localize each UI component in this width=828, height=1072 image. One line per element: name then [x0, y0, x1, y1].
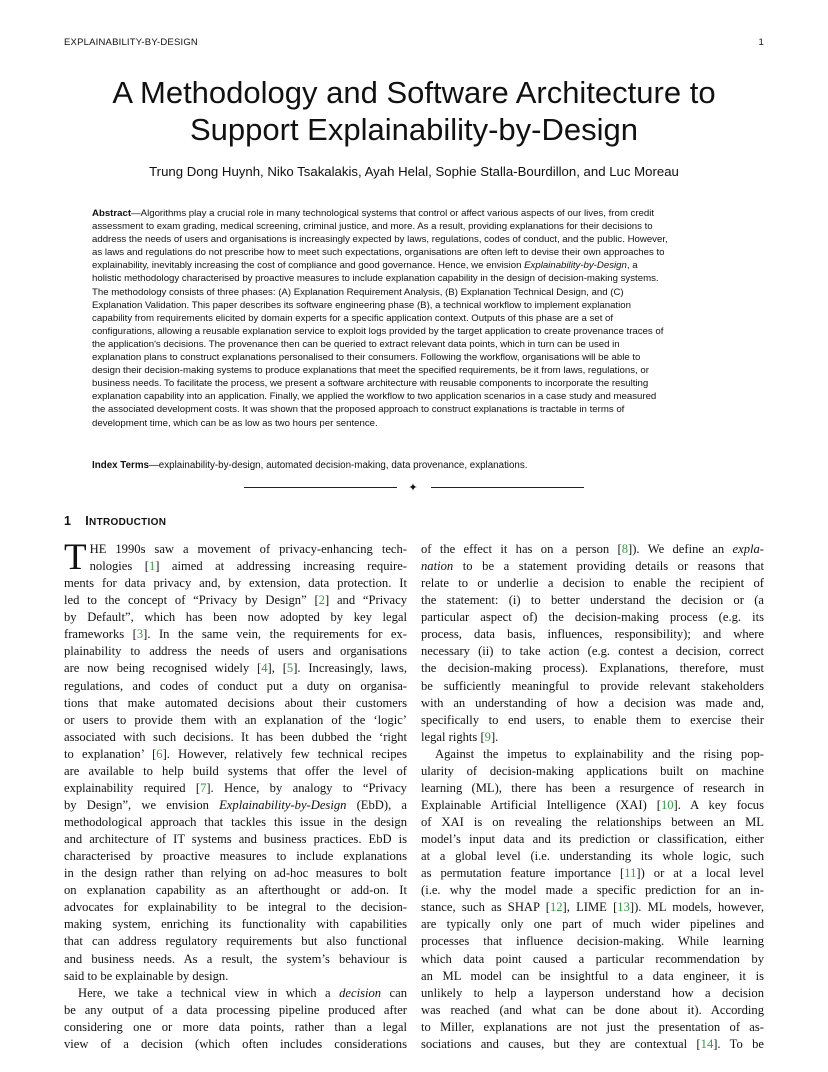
- abstract-line: Abstract—Algorithms play a crucial role in many technological systems that control or affect various aspects of our lives, from credit: [92, 208, 655, 219]
- section-divider: [244, 481, 584, 495]
- abstract-line: development time, which can be as low as two hours per sentence.: [92, 417, 378, 429]
- emphasis: Explainability-by-Design: [524, 260, 627, 272]
- body-column-left: [64, 537, 408, 1053]
- paragraph: Against the impetus to explainability and the rising pop- ularity of decision-making applications built on machine learning (ML), there has been a resurgence of research in Explainable Artificial Intelligence (XAI) [10]. A key focus of XAI is on revealing the relationships between an ML model’s input data and its prediction or classification, either at a global level (i.e. understanding its whole logic, such as permutation feature importance [11]) or at a local level (i.e. why the model made a specific prediction for an in- stance, such as SHAP [12], LIME [13]). ML models, however, are typically only one part of much wider pipelines and processes that influence decision-making. While learning which data point caused a particular recommendation by an ML model can be insightful to a data engineer, it is unlikely to help a layperson understand how a decision was reached (and what can be done about it). According to Miller, explanations are not just the presentation of as- sociations and causes, but they are contextual [14]. To be: [421, 746, 764, 1051]
- citation-link[interactable]: 7: [200, 780, 207, 795]
- page-number: 1: [758, 37, 764, 48]
- abstract: [92, 207, 738, 430]
- title-line-2: Support Explainability-by-Design: [189, 112, 638, 147]
- abstract-line: as laws and regulations do not prescribe how to meet such expectations, organisations are often left to devise their own approaches to: [92, 247, 665, 259]
- paper-title: [40, 74, 788, 148]
- divider-line-right: [431, 487, 584, 488]
- citation-link[interactable]: 2: [318, 593, 325, 608]
- diamond-ornament-icon: ✦: [408, 481, 418, 494]
- abstract-line: assessment to exam grading, medical screening, criminal justice, and more. As a result, providing explanations for their decisions to: [92, 221, 653, 233]
- citation-link[interactable]: 3: [136, 627, 144, 642]
- citation-link[interactable]: 10: [660, 797, 674, 812]
- abstract-line: address the needs of users and organisations is increasingly expected by laws, regulations, codes of conduct, and the public. However,: [92, 234, 668, 246]
- citation-link[interactable]: 14: [700, 1036, 714, 1051]
- divider-line-left: [244, 487, 397, 488]
- citation-link[interactable]: 13: [617, 900, 630, 915]
- abstract-line: business needs. To facilitate the process, we present a software architecture with reusable components to incorporate the resulting: [92, 378, 649, 390]
- paragraph: of the effect it has on a person [8]). We define an expla- nation to be a statement providing details or reasons that relate to or underlie a decision to enable the recipient of the statement: (i) to better understand the decision or (a particular aspect of) the decision-making process (e.g. its process, data basis, influences, responsibility); and where necessary (ii) to take action (e.g. contest a decision, correct the decision-making process). Explanations, therefore, must be sufficiently meaningful to provide relevant stakeholders with an understanding of how a decision was made and, specifically to end users, to enable them to exercise their legal rights [9].: [421, 542, 764, 744]
- abstract-line: The methodology consists of three phases: (A) Explanation Requirement Analysis, (B) Explanation Technical Design, and (C): [92, 286, 624, 298]
- section-number: 1: [64, 514, 72, 528]
- abstract-line: holistic methodology characterised by proactive measures to include explanation capability in the design of decision-making systems.: [92, 273, 659, 285]
- running-header-title: EXPLAINABILITY-BY-DESIGN: [64, 37, 198, 48]
- citation-link[interactable]: 1: [148, 559, 156, 574]
- abstract-line: the associated development costs. It was shown that the proposed approach to construct explanations is tractable in terms of: [92, 404, 625, 416]
- paragraph: Here, we take a technical view in which a decision can be any output of a data processing pipeline produced after considering one or more data points, rather than a legal view of a decision (which often includes considerations: [64, 985, 408, 1051]
- abstract-line: explainability, inevitably increasing the cost of compliance and good governance. Hence, we envision Explainability-by-Design, a: [92, 260, 638, 272]
- author-list: Trung Dong Huynh, Niko Tsakalakis, Ayah Helal, Sophie Stalla-Bourdillon, and Luc Moreau: [149, 164, 679, 179]
- index-terms-text: —explainability-by-design, automated decision-making, data provenance, explanations.: [149, 460, 528, 471]
- index-terms: [92, 460, 738, 471]
- paragraph: T HE 1990s saw a movement of privacy-enhancing tech- nologies [1] aimed at addressing increasing require- ments for data privacy and, by extension, data protection. It led to the concept of “Privacy by Design” [2] and “Privacy by Default”, which has been now adopted by key legal frameworks [3]. In the same vein, the requirements for ex- plainability to address the needs of users and organisations are now being recognised widely [4], [5]. Increasingly, laws, regulations, and codes of conduct put a duty on organisa- tions that make automated decisions about their customers or users to provide them with an explanation of the ‘logic’ associated with such decisions. It has been dubbed the ‘right to explanation’ [6]. However, relatively few technical recipes are available to help build systems that offer the level of explainability required [7]. Hence, by analogy to “Privacy by Design”, we envision Explainability-by-Design (EbD), a methodological approach that tackles this issue in the design and architecture of IT systems and business practices. EbD is characterised by proactive measures to include explanations in the design rather than relying on ad-hoc measures to bolt on explanation capability as an afterthought or add-on. It advocates for explainability to be integral to the decision- making system, enriching its functionality with capabilities that can address regulatory requirements but also functional and business needs. As a result, the system’s behaviour is said to be explainable by design.: [64, 537, 407, 983]
- running-header: [64, 37, 764, 51]
- index-terms-label: Index Terms: [92, 460, 149, 471]
- abstract-line: explanation capability into an application. Finally, we applied the workflow to two application scenarios in a case study and measured: [92, 391, 657, 403]
- citation-link[interactable]: 8: [621, 542, 629, 556]
- abstract-label: Abstract: [92, 208, 132, 219]
- abstract-line: explanation plans to construct explanations personalised to their consumers. Following the workflow, organisations will be able to: [92, 352, 641, 364]
- body-column-right: [421, 541, 764, 1053]
- section-heading: 1 INTRODUCTION: [64, 514, 167, 528]
- citation-link[interactable]: 6: [156, 746, 163, 761]
- citation-link[interactable]: 11: [624, 866, 637, 881]
- abstract-line: the application's decisions. The provenance then can be queried to extract relevant data points, which in turn can be used in: [92, 338, 620, 350]
- abstract-line: design their decision-making systems to produce explanations that meet the specified requirements, be it from laws, regulations, or: [92, 365, 649, 377]
- abstract-line: configurations, allowing a reusable explanation service to exploit logs provided by the target application to create provenance traces of: [92, 325, 664, 337]
- title-line-1: A Methodology and Software Architecture to: [112, 75, 716, 110]
- citation-link[interactable]: 9: [484, 729, 491, 744]
- citation-link[interactable]: 4: [261, 661, 268, 676]
- citation-link[interactable]: 5: [286, 661, 294, 676]
- abstract-line: Explanation Validation. This paper describes its software engineering phase (B), a technical workflow to implement explanation: [92, 299, 631, 311]
- citation-link[interactable]: 12: [549, 900, 563, 915]
- drop-cap: T: [64, 537, 87, 578]
- abstract-line: capability from requirements elicited by domain experts for a specific application context. Outputs of this phase are a set of: [92, 312, 614, 324]
